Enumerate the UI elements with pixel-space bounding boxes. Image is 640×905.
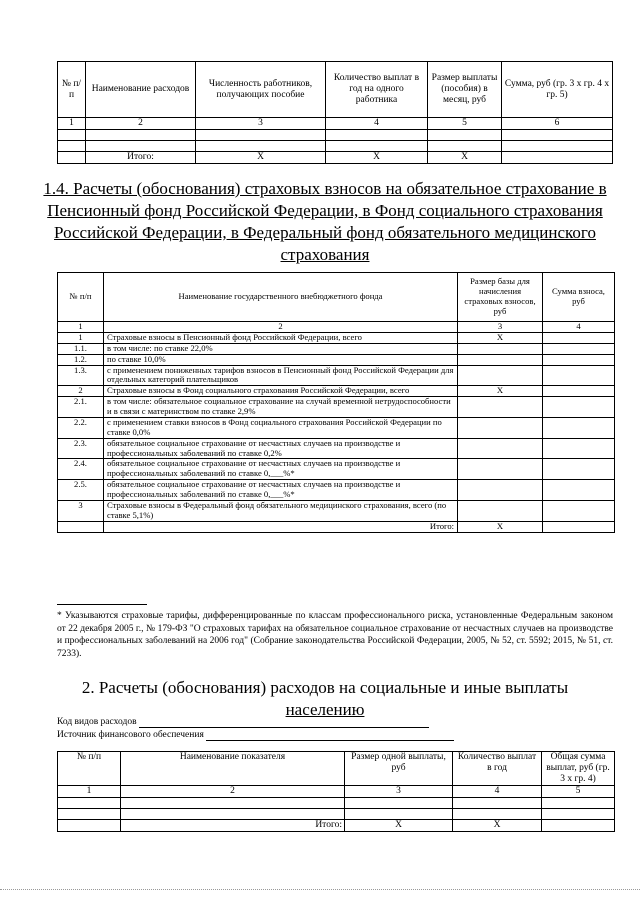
footnote: * Указываются страховые тарифы, дифференцированные по классам профессионального риска, установленные Федеральным законом от 22 декабря 2005 г., № 179-ФЗ "О страховых тарифах на обязательное социальное страхование от несчастных случаев на производстве и профессиональных заболеваний на 2006 год" (Собрание законодательства Российской Федерации, 2005, № 52, ст. 5592; 2015, № 51, ст. 7233).	[57, 611, 613, 659]
column-number: 1	[58, 322, 104, 333]
x-mark: X	[453, 819, 542, 831]
col-header: Наименование показателя	[121, 752, 345, 786]
row-number: 2.1.	[58, 397, 104, 418]
table-row	[58, 480, 615, 501]
fund-name: Страховые взносы в Фонд социального страхования Российской Федерации, всего	[104, 386, 458, 397]
table-row	[58, 343, 615, 354]
total-label: Итого:	[121, 819, 345, 831]
row-number: 1.1.	[58, 343, 104, 354]
section-1-4-title: 1.4. Расчеты (обоснования) страховых взносов на обязательное страхование в Пенсионный фонд Российской Федерации, в Фонд социального страхования Российской Федерации, в Федеральный фонд обязательного медицинского страхования	[43, 179, 607, 264]
row-number: 1.3.	[58, 365, 104, 386]
benefits-table	[57, 61, 613, 164]
sum-value	[543, 365, 615, 386]
fund-name: с применением ставки взносов в Фонд социального страхования Российской Федерации по ставке 0,0%	[104, 417, 458, 438]
table-row	[58, 365, 615, 386]
base-value	[458, 354, 543, 365]
column-number-row	[58, 118, 613, 130]
column-number: 3	[196, 118, 326, 130]
base-value	[458, 417, 543, 438]
column-number: 5	[428, 118, 502, 130]
base-value	[458, 438, 543, 459]
col-header: Количество выплат в год	[453, 752, 542, 786]
expense-code-label: Код видов расходов	[57, 717, 137, 727]
row-number: 1.2.	[58, 354, 104, 365]
social-payments-table	[57, 751, 615, 832]
col-header: № п/п	[58, 752, 121, 786]
table-row	[58, 459, 615, 480]
sum-value	[543, 343, 615, 354]
x-mark: X	[428, 151, 502, 163]
fund-name: обязательное социальное страхование от несчастных случаев на производстве и профессиональных заболеваний по ставке 0,2%	[104, 438, 458, 459]
sum-value	[543, 480, 615, 501]
column-number: 1	[58, 118, 86, 130]
sum-value	[543, 397, 615, 418]
column-number-row	[58, 785, 615, 797]
x-mark: X	[458, 521, 543, 532]
table-row	[58, 500, 615, 521]
sum-value	[543, 459, 615, 480]
base-value	[458, 480, 543, 501]
table-header-row	[58, 752, 615, 786]
row-number: 1	[58, 332, 104, 343]
column-number: 4	[326, 118, 428, 130]
sum-value	[543, 386, 615, 397]
column-number: 2	[104, 322, 458, 333]
footnote-divider	[57, 604, 147, 605]
sum-value	[543, 332, 615, 343]
col-header: № п/п	[58, 62, 86, 118]
column-number: 4	[543, 322, 615, 333]
row-number: 2.2.	[58, 417, 104, 438]
sum-value	[543, 500, 615, 521]
column-number: 2	[121, 785, 345, 797]
expense-code-line[interactable]	[139, 717, 429, 728]
table-header-row	[58, 273, 615, 322]
column-number: 6	[502, 118, 613, 130]
col-header: Численность работников, получающих пособие	[196, 62, 326, 118]
sum-value	[543, 417, 615, 438]
insurance-contributions-table	[57, 272, 615, 533]
column-number: 4	[453, 785, 542, 797]
fund-name: в том числе: обязательное социальное страхование на случай временной нетрудоспособности и в связи с материнством по ставке 2,9%	[104, 397, 458, 418]
base-value	[458, 500, 543, 521]
fund-name: обязательное социальное страхование от несчастных случаев на производстве и профессиональных заболеваний по ставке 0,___%*	[104, 480, 458, 501]
base-value: X	[458, 332, 543, 343]
column-number-row	[58, 322, 615, 333]
total-row	[58, 521, 615, 532]
funding-source-field	[57, 729, 454, 741]
table-row	[58, 129, 613, 140]
column-number: 2	[86, 118, 196, 130]
row-number: 2.4.	[58, 459, 104, 480]
column-number: 3	[458, 322, 543, 333]
base-value	[458, 459, 543, 480]
expense-code-field	[57, 716, 429, 728]
table-row	[58, 354, 615, 365]
funding-source-line[interactable]	[206, 730, 454, 741]
col-header: Размер базы для начисления страховых взносов, руб	[458, 273, 543, 322]
x-mark: X	[326, 151, 428, 163]
x-mark: X	[196, 151, 326, 163]
row-number: 3	[58, 500, 104, 521]
x-mark: X	[345, 819, 453, 831]
col-header: Сумма взноса, руб	[543, 273, 615, 322]
fund-name: с применением пониженных тарифов взносов в Пенсионный фонд Российской Федерации для отдельных категорий плательщиков	[104, 365, 458, 386]
table-row	[58, 140, 613, 151]
row-number: 2.3.	[58, 438, 104, 459]
fund-name: Страховые взносы в Федеральный фонд обязательного медицинского страхования, всего (по ставке 5,1%)	[104, 500, 458, 521]
table-row	[58, 332, 615, 343]
col-header: Размер одной выплаты, руб	[345, 752, 453, 786]
col-header: Наименование государственного внебюджетного фонда	[104, 273, 458, 322]
col-header: Размер выплаты (пособия) в месяц, руб	[428, 62, 502, 118]
base-value	[458, 365, 543, 386]
sum-value	[543, 354, 615, 365]
column-number: 5	[542, 785, 615, 797]
base-value	[458, 397, 543, 418]
table-row	[58, 417, 615, 438]
table-row	[58, 386, 615, 397]
column-number: 1	[58, 785, 121, 797]
total-label: Итого:	[104, 521, 458, 532]
table-row	[58, 397, 615, 418]
row-number: 2	[58, 386, 104, 397]
total-label: Итого:	[86, 151, 196, 163]
column-number: 3	[345, 785, 453, 797]
sum-value	[543, 438, 615, 459]
fund-name: по ставке 10,0%	[104, 354, 458, 365]
row-number: 2.5.	[58, 480, 104, 501]
table-row	[58, 808, 615, 819]
col-header: Общая сумма выплат, руб (гр. 3 х гр. 4)	[542, 752, 615, 786]
base-value: X	[458, 386, 543, 397]
col-header: Сумма, руб (гр. 3 х гр. 4 х гр. 5)	[502, 62, 613, 118]
fund-name: в том числе: по ставке 22,0%	[104, 343, 458, 354]
total-row	[58, 151, 613, 163]
table-row	[58, 438, 615, 459]
fund-name: Страховые взносы в Пенсионный фонд Российской Федерации, всего	[104, 332, 458, 343]
fund-name: обязательное социальное страхование от несчастных случаев на производстве и профессиональных заболеваний по ставке 0,___%*	[104, 459, 458, 480]
table-row	[58, 797, 615, 808]
section-2-title-line2: населению	[285, 700, 365, 719]
col-header: Наименование расходов	[86, 62, 196, 118]
section-2-title	[30, 677, 620, 721]
page-edge-dots	[0, 889, 640, 890]
total-row	[58, 819, 615, 831]
base-value	[458, 343, 543, 354]
col-header: № п/п	[58, 273, 104, 322]
section-2-title-line1: 2. Расчеты (обоснования) расходов на социальные и иные выплаты	[81, 678, 569, 697]
col-header: Количество выплат в год на одного работника	[326, 62, 428, 118]
funding-source-label: Источник финансового обеспечения	[57, 730, 204, 740]
table-header-row	[58, 62, 613, 118]
